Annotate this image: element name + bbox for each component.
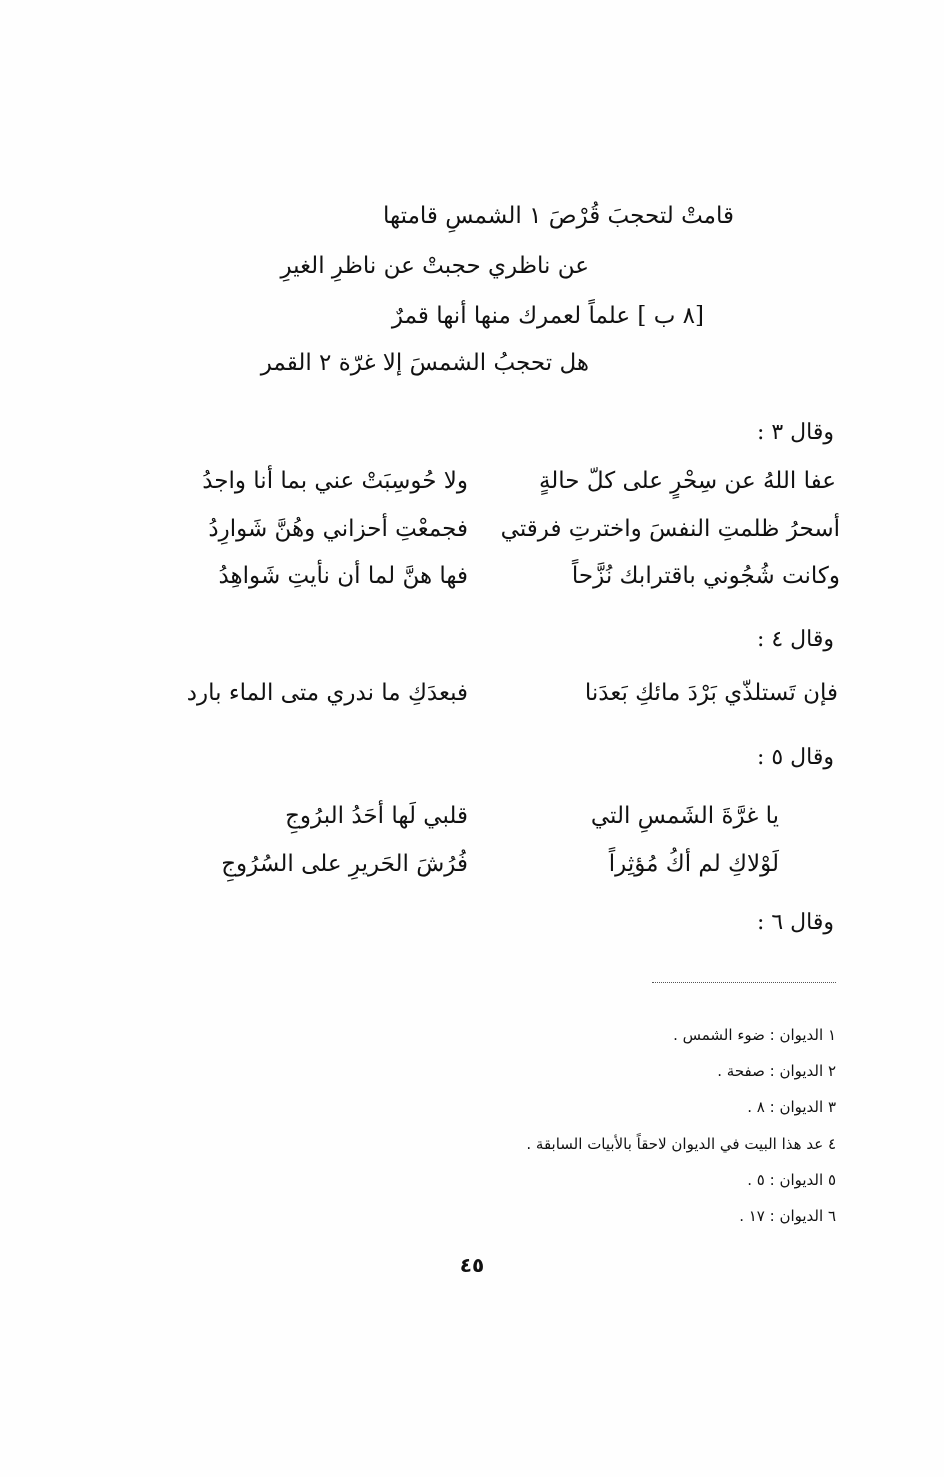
verse-3-3-second-half: فها هنَّ لما أن نأيتِ شَواهِدُ (218, 563, 468, 589)
footnote-4: ٤ عد هذا البيت في الديوان لاحقاً بالأبيات السابقة . (526, 1135, 836, 1153)
footnote-3: ٣ الديوان : ٨ . (747, 1098, 836, 1116)
poem-line-3: [٨ ب ] علماً لعمرك منها أنها قمرٌ (391, 303, 704, 329)
poem-line-2: عن ناظري حجبتْ عن ناظرِ الغيرِ (280, 253, 589, 279)
footnote-separator (652, 982, 836, 983)
heading-6: وقال ٦ : (756, 910, 834, 935)
footnote-1: ١ الديوان : ضوء الشمس . (673, 1026, 836, 1044)
verse-3-3-first-half: وكانت شُجُوني باقترابك نُزَّحاً (571, 563, 840, 589)
verse-5-1-first-half: يا غرَّةَ الشَمسِ التي (590, 803, 779, 829)
footnote-5: ٥ الديوان : ٥ . (747, 1171, 836, 1189)
poem-line-1: قامتْ لتحجبَ قُرْصَ ١ الشمسِ قامتها (383, 203, 734, 229)
verse-5-2-second-half: فُرُشَ الحَريرِ على السُرُوجِ (221, 851, 468, 877)
poem-line-4: هل تحجبُ الشمسَ إلا غرّة ٢ القمر (260, 350, 589, 376)
heading-5: وقال ٥ : (756, 745, 834, 770)
verse-4-1-second-half: فبعدَكِ ما ندري متى الماء بارد (186, 680, 468, 706)
verse-4-1-first-half: فإن تَستلذّي بَرْدَ مائكِ بَعدَنا (584, 680, 838, 706)
verse-5-1-second-half: قلبي لَها أحَدُ البرُوجِ (285, 803, 468, 829)
verse-3-1-first-half: عفا اللهُ عن سِحْرٍ على كلّ حالةٍ (538, 468, 836, 494)
footnote-6: ٦ الديوان : ١٧ . (739, 1207, 836, 1225)
verse-3-2-first-half: أسحرُ ظلمتِ النفسَ واخترتِ فرقتي (500, 516, 840, 542)
verse-5-2-first-half: لَوْلاكِ لم أكُ مُؤثِراً (608, 851, 779, 877)
heading-3: وقال ٣ : (756, 420, 834, 445)
verse-3-2-second-half: فجمعْتِ أحزاني وهُنَّ شَوارِدُ (208, 516, 468, 542)
verse-3-1-second-half: ولا حُوسِبَتْ عني بما أنا واجدُ (202, 468, 468, 494)
heading-4: وقال ٤ : (756, 627, 834, 652)
footnote-2: ٢ الديوان : صفحة . (717, 1062, 836, 1080)
page-number: ٤٥ (459, 1253, 485, 1277)
